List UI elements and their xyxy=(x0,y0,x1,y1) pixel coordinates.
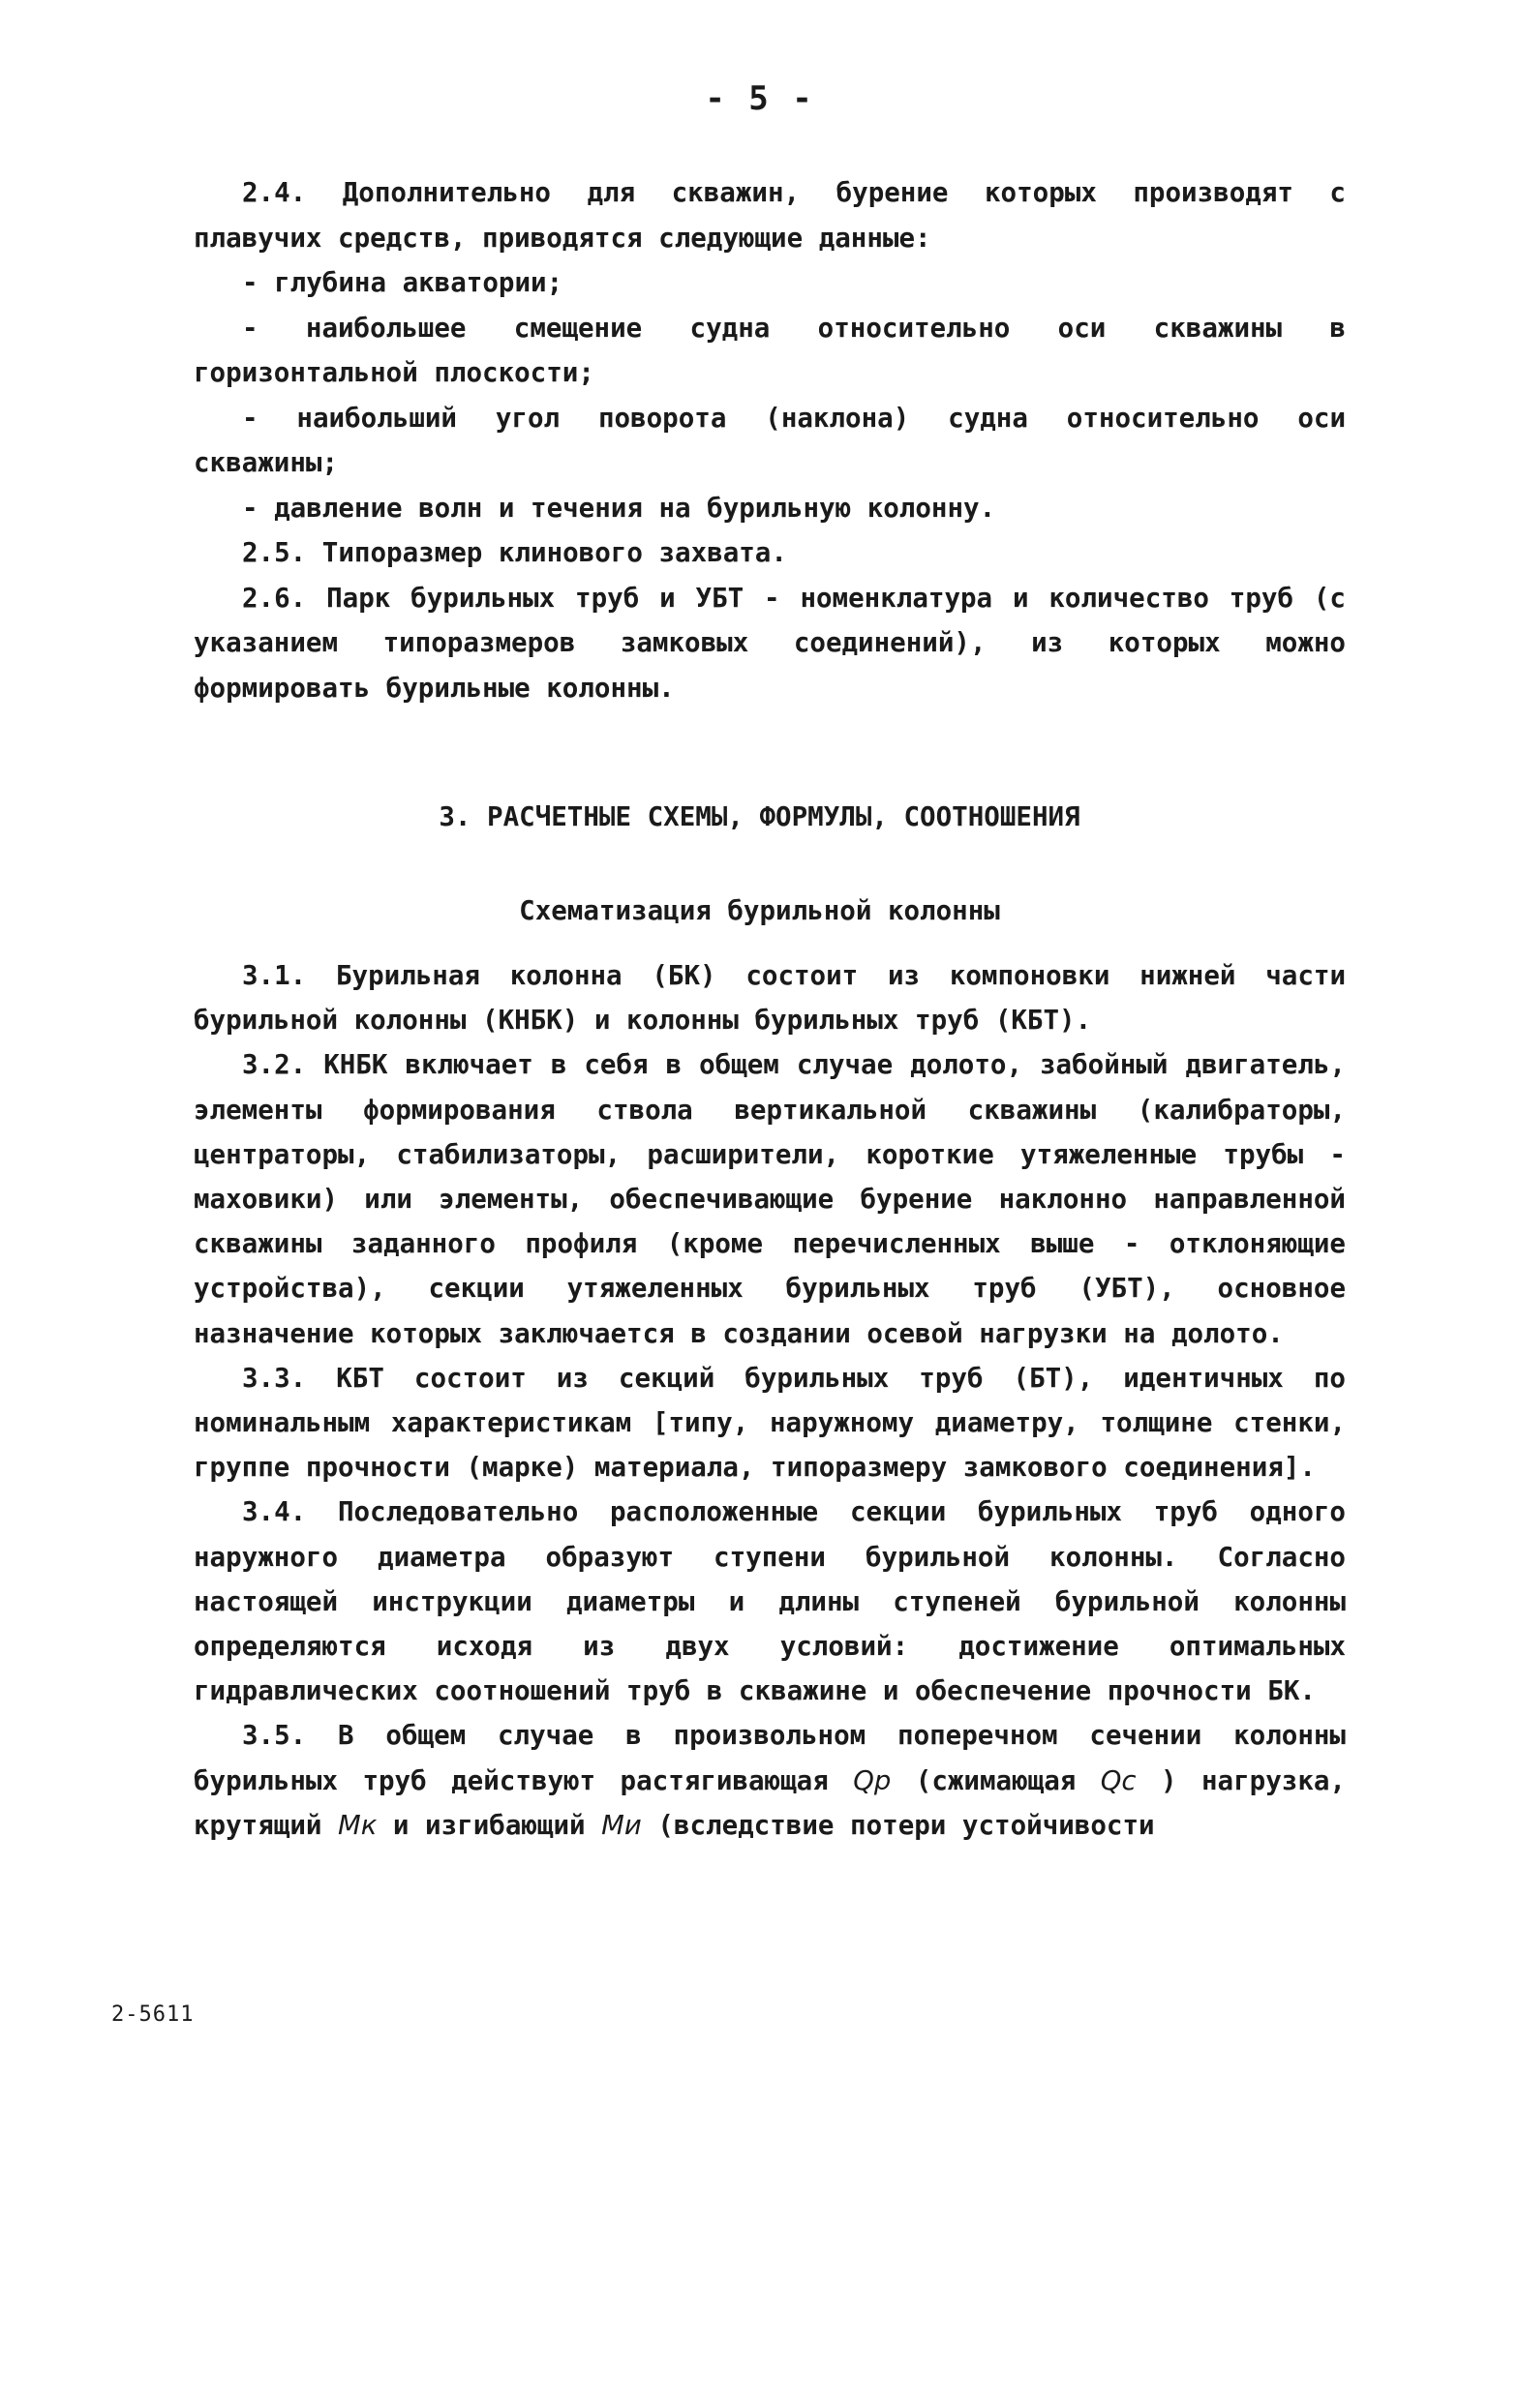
paragraph-2-6: 2.6. Парк бурильных труб и УБТ - номенклатура и количество труб (с указанием типоразмеров замковых соединений), из которых можно формировать бурильные колонны. xyxy=(194,582,1346,704)
paragraph-3-5-part-d: и изгибающий xyxy=(392,1809,586,1841)
paragraph-3-4: 3.4. Последовательно расположенные секции бурильных труб одного наружного диаметра образуют ступени бурильной колонны. Согласно настоящей инструкции диаметры и длины ступеней бурильной колонны определяются исходя из двух условий: достижение оптимальных гидравлических соотношений труб в скважине и обеспечение прочности БК. xyxy=(194,1496,1346,1707)
document-code: 2-5611 xyxy=(111,2002,195,2027)
section-3-subheading: Схематизация бурильной колонны xyxy=(519,895,1000,926)
paragraph-3-3: 3.3. КБТ состоит из секций бурильных труб (БТ), идентичных по номинальным характеристикам [типу, наружному диаметру, толщине стенки, группе прочности (марке) материала, типоразмеру замкового соединения]. xyxy=(194,1362,1346,1484)
bullet-vessel-angle: - наибольший угол поворота (наклона) судна относительно оси скважины; xyxy=(194,402,1346,478)
compression-load-symbol: Qc xyxy=(1100,1764,1137,1796)
paragraph-3-1: 3.1. Бурильная колонна (БК) состоит из компоновки нижней части бурильной колонны (КНБК) и колонны бурильных труб (КБТ). xyxy=(194,960,1346,1037)
paragraph-3-5-part-b: (сжимающая xyxy=(915,1764,1077,1796)
paragraph-3-5-part-e: (вследствие потери устойчивости xyxy=(657,1809,1155,1841)
paragraph-3-5-part-c: ) нагрузка, крутящий xyxy=(194,1764,1346,1841)
section-3-heading: 3. РАСЧЕТНЫЕ СХЕМЫ, ФОРМУЛЫ, СООТНОШЕНИЯ xyxy=(439,801,1080,832)
section-3-body xyxy=(194,953,1346,1848)
paragraph-2-4: 2.4. Дополнительно для скважин, бурение которых производят с плавучих средств, приводятся следующие данные: xyxy=(194,177,1346,254)
bullet-wave-pressure: - давление волн и течения на бурильную колонну. xyxy=(242,492,996,524)
paragraph-2-5: 2.5. Типоразмер клинового захвата. xyxy=(242,537,787,568)
bullet-vessel-offset: - наибольшее смещение судна относительно оси скважины в горизонтальной плоскости; xyxy=(194,312,1346,388)
paragraph-3-5 xyxy=(194,1713,1346,1848)
bending-moment-symbol: Mи xyxy=(601,1809,642,1841)
torque-symbol: Mк xyxy=(338,1809,378,1841)
tension-load-symbol: Qp xyxy=(853,1764,892,1796)
section-2-continuation xyxy=(194,170,1346,710)
paragraph-3-2: 3.2. КНБК включает в себя в общем случае долото, забойный двигатель, элементы формирования ствола вертикальной скважины (калибраторы, центраторы, стабилизаторы, расширители, короткие утяжеленные трубы - маховики) или элементы, обеспечивающие бурение наклонно направленной скважины заданного профиля (кроме перечисленных выше - отклоняющие устройства), секции утяжеленных бурильных труб (УБТ), основное назначение которых заключается в создании осевой нагрузки на долото. xyxy=(194,1049,1346,1349)
bullet-aquatory-depth: - глубина акватории; xyxy=(242,267,563,298)
paragraph-3-5-part-a: 3.5. В общем случае в произвольном поперечном сечении колонны бурильных труб действуют растягивающая xyxy=(194,1720,1346,1796)
page-number: - 5 - xyxy=(705,79,814,118)
